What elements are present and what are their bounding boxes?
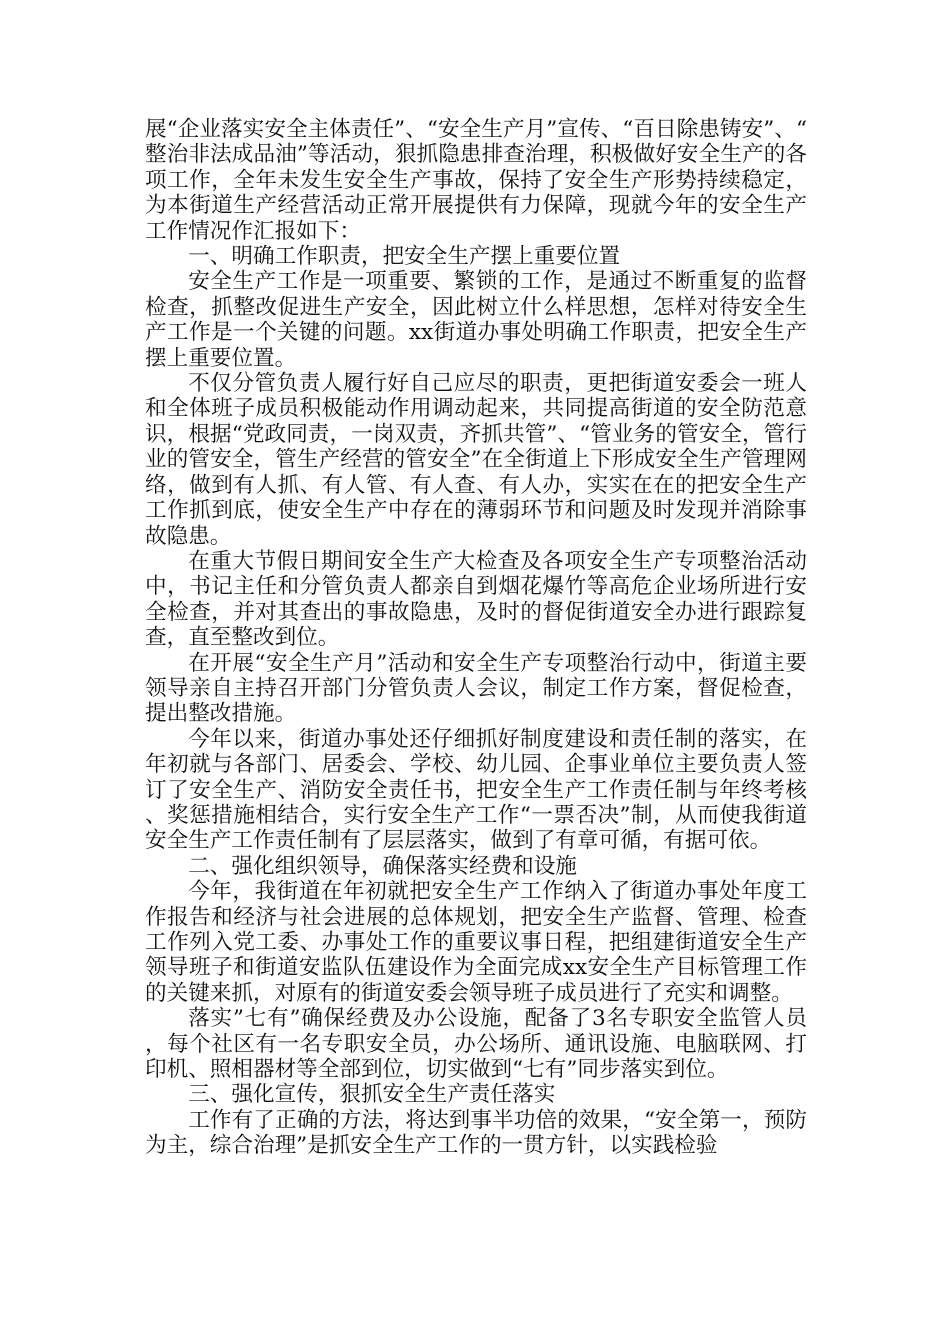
body-paragraph: 不仅分管负责人履行好自己应尽的职责，更把街道安委会一班人和全体班子成员积极能动作用调动起来，共同提高街道的安全防范意识，根据“党政同责，一岗双责，齐抓共管”、“管业务的管安全，管行业的管安全，管生产经营的管安全”在全街道上下形成安全生产管理网络，做到有人抓、有人管、有人查、有人办，实实在在的把安全生产工作抓到底，使安全生产中存在的薄弱环节和问题及时发现并消除事故隐患。	[145, 371, 807, 549]
body-paragraph: 落实”七有”确保经费及办公设施，配备了3名专职安全监管人员，每个社区有一名专职安全员，办公场所、通讯设施、电脑联网、打印机、照相器材等全部到位，切实做到“七有”同步落实到位。	[145, 1006, 807, 1083]
document-page	[145, 117, 807, 1159]
body-paragraph: 工作有了正确的方法，将达到事半功倍的效果，“安全第一，预防为主，综合治理”是抓安全生产工作的一贯方针，以实践检验	[145, 1107, 807, 1159]
intro-paragraph: 展“企业落实安全主体责任”、“安全生产月”宣传、“百日除患铸安”、“整治非法成品油”等活动，狠抓隐患排查治理，积极做好安全生产的各项工作，全年未发生安全生产事故，保持了安全生产形势持续稳定，为本街道生产经营活动正常开展提供有力保障，现就今年的安全生产工作情况作汇报如下：	[145, 117, 807, 244]
body-paragraph: 今年以来，街道办事处还仔细抓好制度建设和责任制的落实，在年初就与各部门、居委会、学校、幼儿园、企事业单位主要负责人签订了安全生产、消防安全责任书，把安全生产工作责任制与年终考核、奖惩措施相结合，实行安全生产工作“一票否决”制，从而使我街道安全生产工作责任制有了层层落实，做到了有章可循，有据可依。	[145, 726, 807, 854]
body-paragraph: 今年，我街道在年初就把安全生产工作纳入了街道办事处年度工作报告和经济与社会进展的总体规划，把安全生产监督、管理、检查工作列入党工委、办事处工作的重要议事日程，把组建街道安全生产领导班子和街道安监队伍建设作为全面完成xx安全生产目标管理工作的关键来抓，对原有的街道安委会领导班子成员进行了充实和调整。	[145, 879, 807, 1006]
body-paragraph: 安全生产工作是一项重要、繁锁的工作，是通过不断重复的监督检查，抓整改促进生产安全，因此树立什么样思想，怎样对待安全生产工作是一个关键的问题。xx街道办事处明确工作职责，把安全生产摆上重要位置。	[145, 269, 807, 371]
body-paragraph: 在重大节假日期间安全生产大检查及各项安全生产专项整治活动中，书记主任和分管负责人都亲自到烟花爆竹等高危企业场所进行安全检查，并对其查出的事故隐患，及时的督促街道安全办进行跟踪复查，直至整改到位。	[145, 548, 807, 651]
section-heading-2: 二、强化组织领导，确保落实经费和设施	[188, 853, 577, 879]
section-heading-1: 一、明确工作职责，把安全生产摆上重要位置	[188, 244, 621, 270]
section-heading-3: 三、强化宣传，狠抓安全生产责任落实	[188, 1082, 556, 1108]
body-paragraph: 在开展“安全生产月”活动和安全生产专项整治行动中，街道主要领导亲自主持召开部门分管负责人会议，制定工作方案，督促检查，提出整改措施。	[145, 650, 807, 727]
